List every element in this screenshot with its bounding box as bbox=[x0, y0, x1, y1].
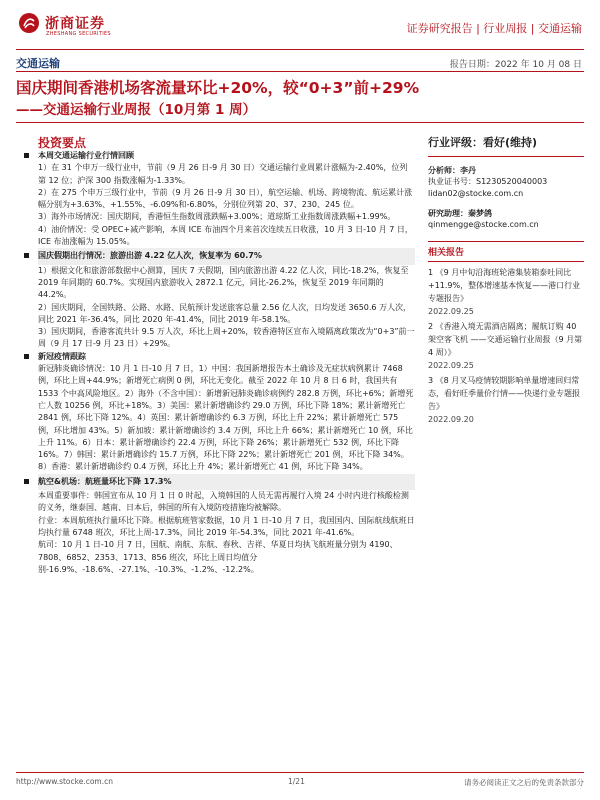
footer-url[interactable]: http://www.stocke.com.cn bbox=[16, 777, 113, 786]
page-number: 1/21 bbox=[288, 777, 305, 786]
related-report-item[interactable] bbox=[428, 320, 584, 372]
bullet-square-icon bbox=[24, 354, 29, 359]
subsection-heading bbox=[38, 150, 415, 162]
related-report-title[interactable]: 1 《9 月中旬沿海班轮港集装箱泰吐同比+11.9%，整体增速基本恢复——港口行业专题报告》 bbox=[428, 268, 581, 303]
related-report-date: 2022.09.25 bbox=[428, 361, 474, 370]
footer-divider bbox=[16, 772, 584, 773]
highlight-heading-text: 航空&机场：航班量环比下降 17.3% bbox=[38, 476, 172, 486]
assistant-name: 研究助理：秦梦鸽 bbox=[428, 209, 492, 218]
related-report-date: 2022.09.25 bbox=[428, 307, 474, 316]
bullet-square-icon bbox=[24, 479, 29, 484]
paragraph: 2）国庆期间，全国铁路、公路、水路、民航预计发送旅客总量 2.56 亿人次，日均发送 3650.6 万人次，同比 2021 年-36.4%，同比 2020 年-41.4%，同比 2019 年-58.1%。 bbox=[38, 302, 412, 324]
report-category: 证券研究报告 | 行业周报 | 交通运输 bbox=[406, 22, 582, 35]
paragraph: 本周重要事件：韩国宣布从 10 月 1 日 0 时起，入境韩国的人员无需再履行入境 24 小时内进行核酸检测的义务，继泰国、越南、日本后，韩国的所有入境防疫措施均被解除。 bbox=[38, 491, 409, 513]
related-report-title[interactable]: 3 《8 月叉马疫情较期影响单量增速回归常态，看好旺季量价行情——快递行业专题报告》 bbox=[428, 376, 580, 411]
industry-rating: 行业评级：看好(维持) bbox=[428, 134, 584, 157]
paragraph: 4）油价情况：受 OPEC+减产影响，本周 ICE 布油四个月来首次连续五日收涨，10 月 3 日-10 月 7 日，ICE 布油涨幅为 15.05%。 bbox=[38, 224, 413, 247]
paragraph: 1）根据文化和旅游部数据中心测算，国庆 7 天假期，国内旅游出游 4.22 亿人次，同比-18.2%，恢复至 2019 年同期的 60.7%。实现国内旅游收入 2872.1 亿元，同比-26.2%，恢复至 2019 年同期的 44.2%。 bbox=[38, 265, 409, 300]
section-title: 投资要点 bbox=[38, 136, 87, 150]
logo-text: 浙商证券 bbox=[45, 16, 105, 32]
industry-label: 交通运输 bbox=[16, 57, 60, 70]
analyst-name: 分析师：李丹 bbox=[428, 166, 476, 175]
highlight-heading-text: 国庆假期出行情况：旅游出游 4.22 亿人次，恢复率为 60.7% bbox=[38, 251, 262, 261]
related-reports-list bbox=[428, 266, 584, 426]
paragraph: 2）在 275 个申万三级行业中，节前（9 月 26 日-9 月 30 日），航空运输、机场、跨境物流、航运累计涨幅分别为+3.63%、+1.55%、-6.09%和-6.80%，分别位列第 20、37、230、245 位。 bbox=[38, 187, 413, 210]
subsection-heading-text: 新冠疫情跟踪 bbox=[38, 351, 86, 361]
analyst-email[interactable]: lidan02@stocke.com.cn bbox=[428, 189, 524, 198]
page-header bbox=[0, 0, 600, 50]
bullet-square-icon bbox=[24, 253, 29, 258]
highlight-heading bbox=[38, 248, 415, 264]
report-subtitle: ——交通运输行业周报（10月第 1 周） bbox=[16, 102, 257, 118]
paragraph: 行业：本周航班执行量环比下降。根据航班管家数据，10 月 1 日-10 月 7 日，我国国内、国际航线航班日均执行量 6748 班次，环比上周-17.3%，同比 2019 年-54.3%，同比 2021 年-41.6%。 bbox=[38, 515, 415, 537]
assistant-email[interactable]: qinmengge@stocke.com.cn bbox=[428, 220, 539, 229]
related-reports-heading: 相关报告 bbox=[428, 241, 584, 262]
related-report-item[interactable] bbox=[428, 266, 584, 318]
disclaimer-note: 请务必阅读正文之后的免责条款部分 bbox=[464, 778, 584, 787]
report-title: 国庆期间香港机场客流量环比+20%，较“0+3”前+29% bbox=[16, 79, 420, 97]
paragraph: 1）在 31 个申万一级行业中，节前（9 月 26 日-9 月 30 日）交通运输行业周累计涨幅为-2.40%，位列第 12 位；沪深 300 指数涨幅为-1.33%。 bbox=[38, 163, 408, 185]
report-date: 报告日期：2022 年 10 月 08 日 bbox=[449, 60, 582, 70]
highlight-heading bbox=[38, 474, 415, 490]
paragraph: 航司：10 月 1 日-10 月 7 日，国航、南航、东航、春秋、吉祥、华夏日均执飞航班量分别为 4190、7808、6852、2353、1713、856 班次，环比上周日均值分别-16.9%、-18.6%、-27.1%、-10.3%、-1.2%、-12.2%。 bbox=[38, 540, 398, 574]
divider bbox=[16, 49, 584, 50]
subsection-heading bbox=[38, 351, 415, 363]
paragraph: 3）海外市场情况：国庆期间，香港恒生指数周涨跌幅+3.00%；道琼斯工业指数周涨跌幅+1.99%。 bbox=[38, 212, 396, 222]
analyst-cert: 执业证书号：S1230520040003 bbox=[428, 177, 548, 186]
related-report-date: 2022.09.20 bbox=[428, 415, 474, 424]
related-report-item[interactable] bbox=[428, 374, 584, 426]
sidebar bbox=[428, 134, 584, 428]
paragraph: 新冠肺炎确诊情况：10 月 1 日-10 月 7 日，1）中国：我国新增报告本土确诊及无症状病例累计 7468 例，环比上周+44.9%；新增死亡病例 0 例，环比无变化。截至 2022 年 10 月 8 日 6 时，我国共有 1533 个中高风险地区。2）海外（不含中国）：新增新冠肺炎确诊病例约 282.8 万例，环比+6%；新增死亡人数 10256 例，环比+18%。3）美国：累计新增确诊约 29.0 万例，环比下降 18%；累计新增死亡 2841 例，环比下降 12%。4）英国：累计新增确诊约 6.3 万例，环比上升 22%；累计新增死亡 575 例，环比增加 43%。5）新加坡：累计新增确诊约 3.4 万例，环比上升 66%；累计新增死亡 10 例，环比上升 11%。6）日本：累计新增确诊约 22.4 万例，环比下降 26%；累计新增死亡 532 例，环比下降 16%。7）韩国：累计新增确诊约 15.7 万例，环比下降 22%；累计新增死亡 201 例，环比下降 34%。8）香港：累计新增确诊约 0.4 万例，环比上升 4%；累计新增死亡 41 例，环比下降 34%。 bbox=[38, 364, 414, 472]
related-report-title[interactable]: 2 《香港入境无需酒店隔离；履航订购 40 架空客飞机 ——交通运输行业周报（9 月第 4 周）》 bbox=[428, 322, 583, 357]
main-content bbox=[38, 150, 415, 576]
divider bbox=[16, 122, 584, 123]
subsection-heading-text: 本周交通运输行业行情回顾 bbox=[38, 151, 134, 160]
logo-text-en: ZHESHANG SECURITIES bbox=[46, 31, 111, 37]
company-logo-icon bbox=[18, 12, 40, 34]
paragraph: 3）国庆期间，香港客流共计 9.5 万人次，环比上周+20%，较香港特区宣布入境隔离政策改为“0+3”前一周（9 月 17 日-9 月 23 日）+29%。 bbox=[38, 327, 415, 349]
bullet-square-icon bbox=[24, 153, 29, 158]
divider bbox=[16, 71, 584, 72]
